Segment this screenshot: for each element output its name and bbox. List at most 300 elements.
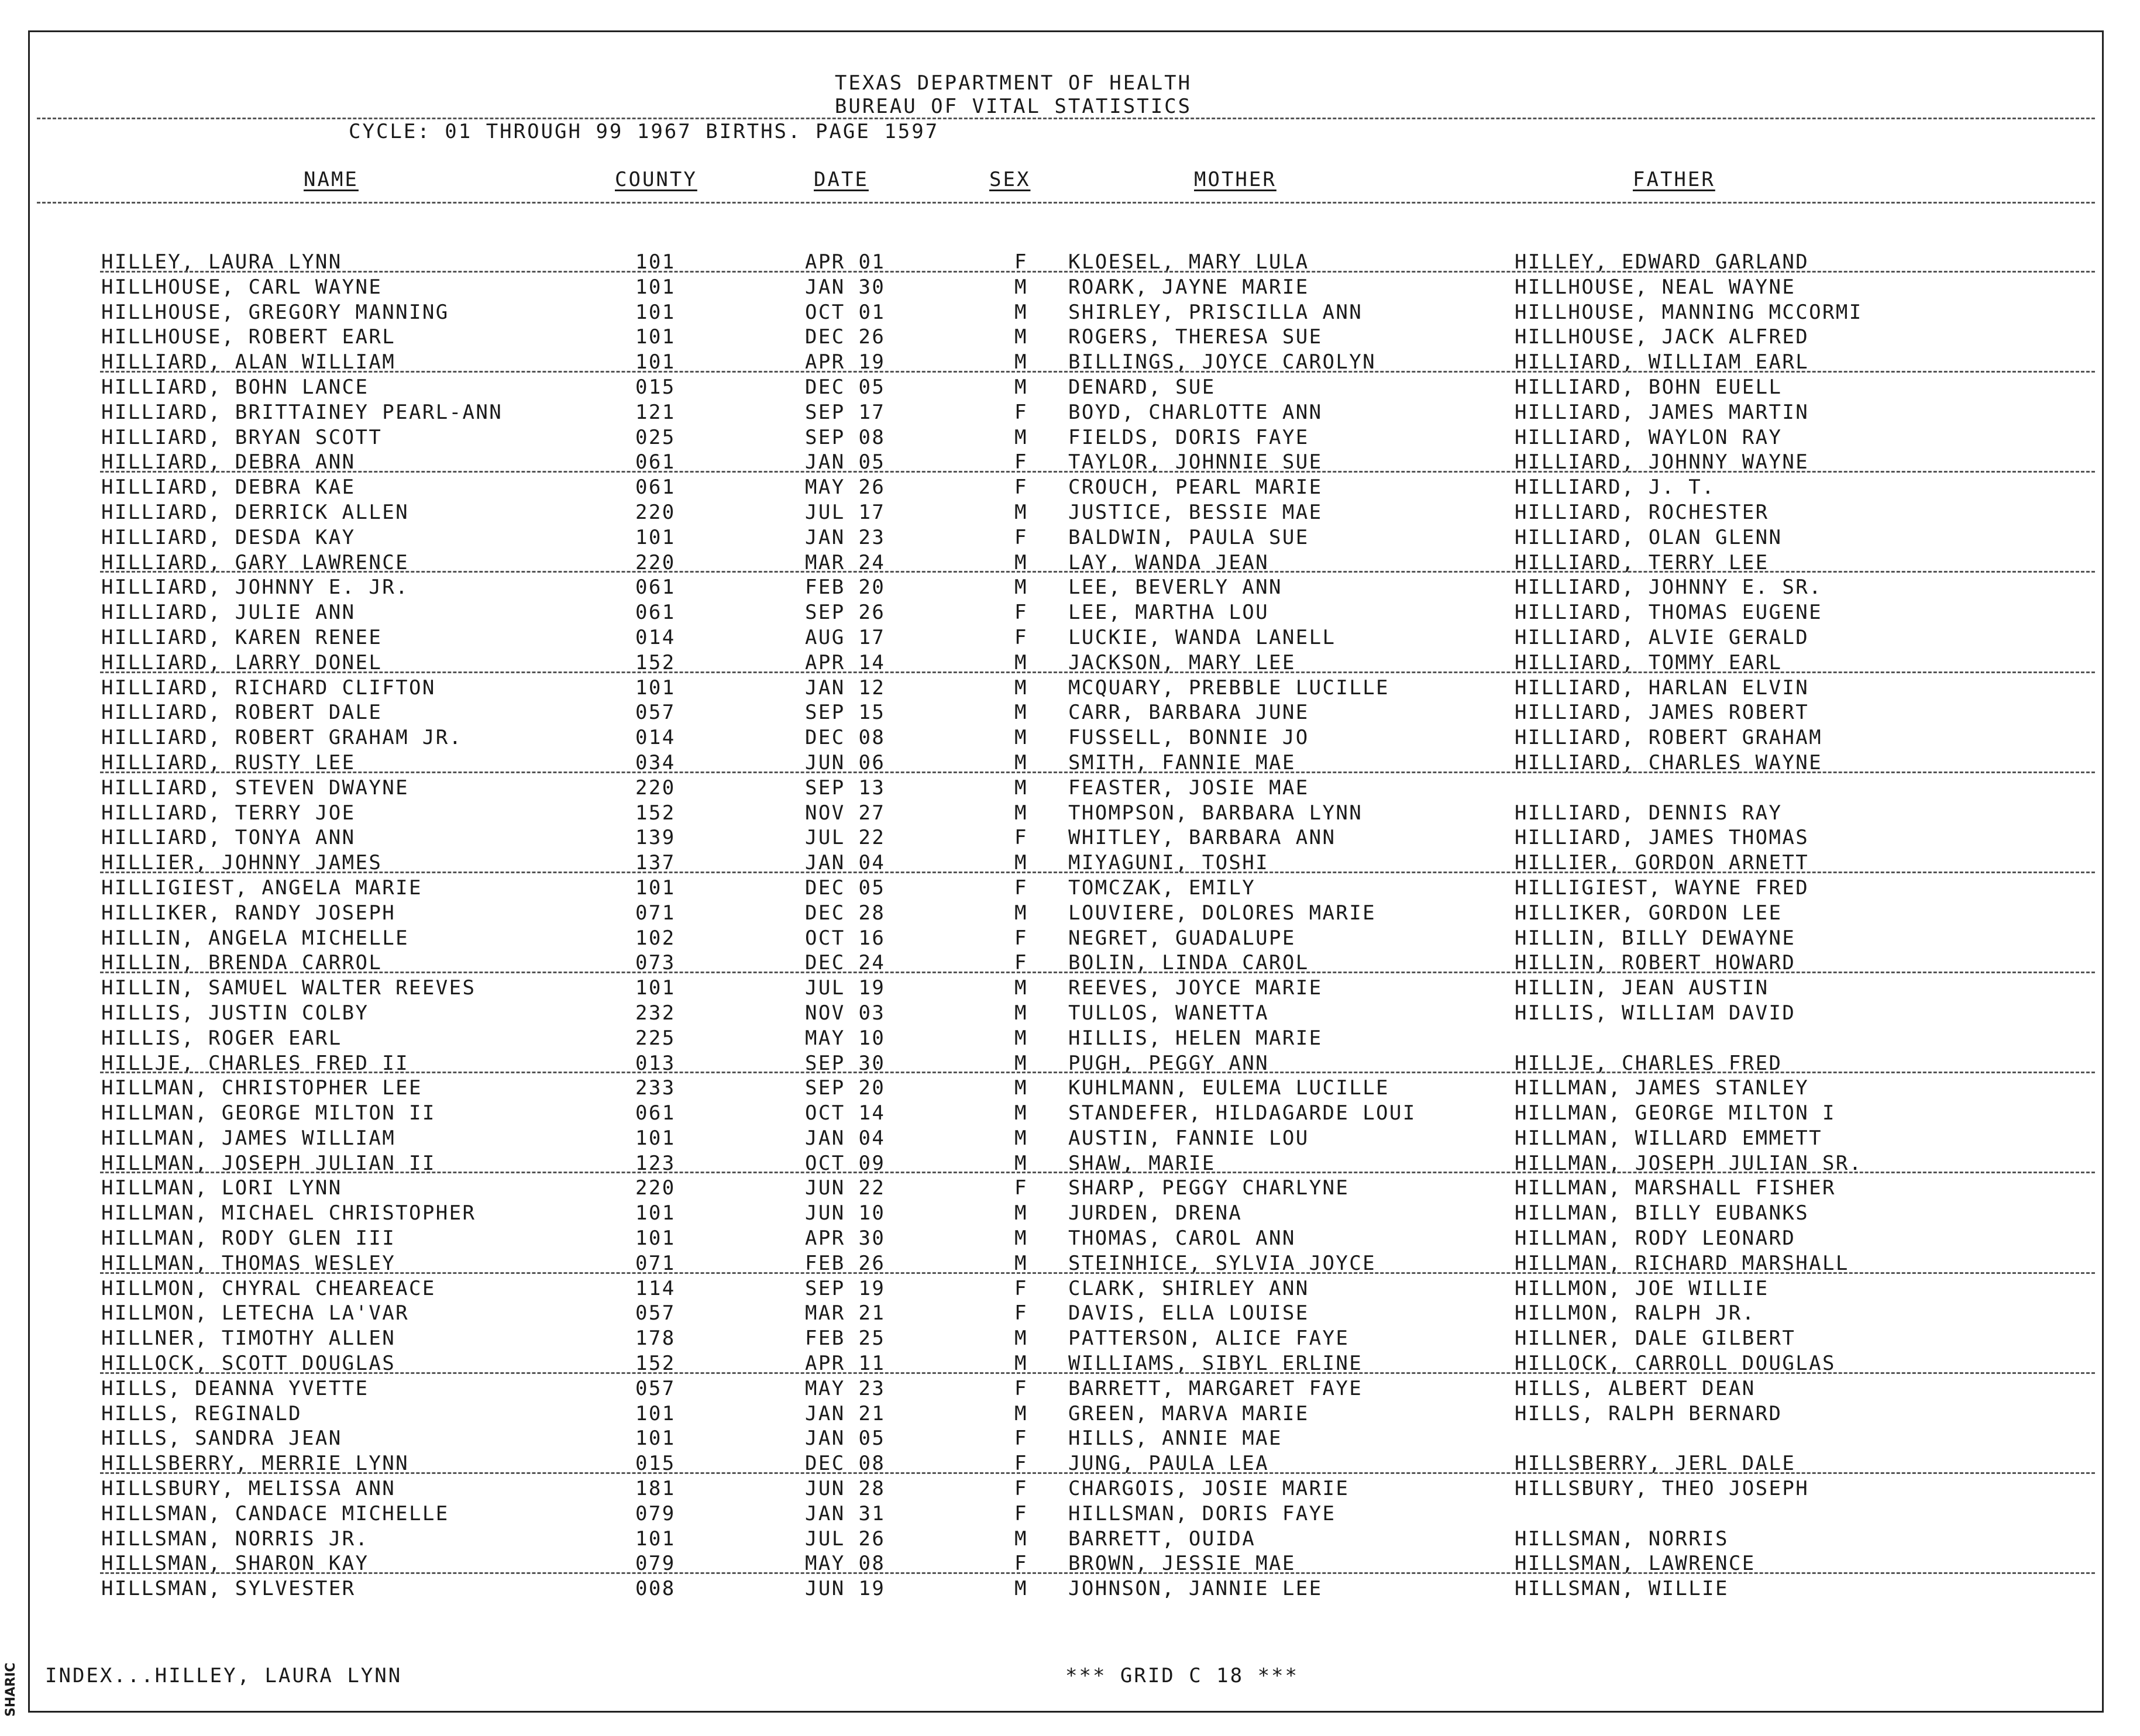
table-row [30,1551,2102,1576]
cell-father: HILLIARD, ALVIE GERALD [1515,625,1809,649]
cell-county: 079 [635,1552,676,1576]
cell-name: HILLIARD, RICHARD CLIFTON [101,676,436,700]
table-row [30,950,2102,976]
cell-name: HILLHOUSE, CARL WAYNE [101,275,383,299]
cell-mother: PATTERSON, ALICE FAYE [1068,1327,1350,1351]
cell-father: HILLMAN, GEORGE MILTON I [1515,1101,1836,1125]
cell-sex: M [1014,650,1028,674]
cell-county: 025 [635,425,676,449]
header-divider [37,118,2095,119]
cell-sex: M [1014,701,1028,725]
table-row [30,1076,2102,1101]
cell-father: HILLMAN, RICHARD MARSHALL [1515,1251,1849,1275]
table-row [30,625,2102,650]
table-row [30,275,2102,300]
table-row [30,250,2102,275]
cell-date: SEP 15 [805,701,886,725]
cell-county: 101 [635,1126,676,1150]
cell-father: HILLIARD, JOHNNY E. SR. [1515,576,1823,600]
cell-father: HILLSMAN, NORRIS [1515,1527,1729,1551]
cell-sex: M [1014,676,1028,700]
cell-name: HILLIARD, DESDA KAY [101,525,356,549]
table-row [30,876,2102,901]
cell-date: MAR 24 [805,550,886,574]
cell-county: 014 [635,625,676,649]
cell-name: HILLSMAN, CANDACE MICHELLE [101,1501,449,1525]
cell-mother: HILLSMAN, DORIS FAYE [1068,1501,1336,1525]
cell-county: 057 [635,1376,676,1400]
cell-sex: M [1014,750,1028,774]
cell-mother: BARRETT, OUIDA [1068,1527,1256,1551]
table-row [30,1451,2102,1476]
cell-sex: M [1014,901,1028,925]
cell-mother: SHAW, MARIE [1068,1151,1216,1175]
cell-date: DEC 08 [805,726,886,750]
cell-county: 013 [635,1051,676,1075]
cell-father: HILLHOUSE, MANNING MCCORMI [1515,300,1863,324]
cell-sex: M [1014,1527,1028,1551]
cell-name: HILLIN, BRENDA CARROL [101,951,383,975]
cell-name: HILLIARD, ALAN WILLIAM [101,350,396,374]
department-title: TEXAS DEPARTMENT OF HEALTH [834,71,1192,95]
cell-date: OCT 16 [805,926,886,950]
cell-mother: ROARK, JAYNE MARIE [1068,275,1309,299]
cell-date: MAY 10 [805,1026,886,1050]
cell-county: 220 [635,776,676,800]
cell-sex: M [1014,1251,1028,1275]
cell-name: HILLIN, SAMUEL WALTER REEVES [101,976,476,1000]
cell-mother: CROUCH, PEARL MARIE [1068,476,1323,500]
table-row [30,825,2102,850]
cell-mother: AUSTIN, FANNIE LOU [1068,1126,1309,1150]
cell-date: OCT 14 [805,1101,886,1125]
cell-county: 121 [635,400,676,424]
table-row [30,1501,2102,1527]
cell-county: 015 [635,375,676,399]
cell-mother: JACKSON, MARY LEE [1068,650,1296,674]
cell-sex: M [1014,1401,1028,1425]
cell-mother: BARRETT, MARGARET FAYE [1068,1376,1363,1400]
cell-date: APR 30 [805,1227,886,1251]
cell-date: JAN 12 [805,676,886,700]
cell-mother: WILLIAMS, SIBYL ERLINE [1068,1352,1363,1376]
cell-sex: F [1014,826,1028,850]
table-row [30,725,2102,750]
column-header-father: FATHER [1633,168,1715,191]
cell-name: HILLSMAN, SHARON KAY [101,1552,369,1576]
cell-date: JUN 28 [805,1477,886,1501]
cell-mother: PUGH, PEGGY ANN [1068,1051,1269,1075]
cell-mother: GREEN, MARVA MARIE [1068,1401,1309,1425]
cell-county: 232 [635,1001,676,1025]
cell-father: HILLHOUSE, JACK ALFRED [1515,325,1809,349]
cell-father: HILLIARD, BOHN EUELL [1515,375,1783,399]
cell-name: HILLIGIEST, ANGELA MARIE [101,876,422,900]
cell-name: HILLOCK, SCOTT DOUGLAS [101,1352,396,1376]
table-row [30,375,2102,400]
cell-sex: M [1014,1076,1028,1100]
cell-name: HILLIARD, KAREN RENEE [101,625,383,649]
cell-county: 101 [635,325,676,349]
cell-father: HILLMAN, RODY LEONARD [1515,1227,1796,1251]
column-header-divider [37,202,2095,204]
cell-father: HILLIARD, TOMMY EARL [1515,650,1783,674]
cell-sex: M [1014,1026,1028,1050]
cell-sex: F [1014,450,1028,474]
cell-name: HILLIARD, ROBERT GRAHAM JR. [101,726,463,750]
cell-mother: SMITH, FANNIE MAE [1068,750,1296,774]
cell-father: HILLEY, EDWARD GARLAND [1515,250,1809,274]
cell-father: HILLSMAN, WILLIE [1515,1577,1729,1601]
table-row [30,550,2102,576]
table-row [30,350,2102,375]
cell-name: HILLIARD, JULIE ANN [101,601,356,625]
cell-name: HILLIN, ANGELA MICHELLE [101,926,410,950]
cell-mother: SHIRLEY, PRISCILLA ANN [1068,300,1363,324]
cell-mother: BROWN, JESSIE MAE [1068,1552,1296,1576]
cell-sex: M [1014,976,1028,1000]
cell-county: 101 [635,350,676,374]
cell-date: FEB 25 [805,1327,886,1351]
cell-county: 114 [635,1276,676,1300]
table-row [30,325,2102,350]
cell-sex: F [1014,250,1028,274]
cell-mother: SHARP, PEGGY CHARLYNE [1068,1176,1350,1200]
cell-father: HILLS, ALBERT DEAN [1515,1376,1756,1400]
cell-sex: F [1014,400,1028,424]
cell-county: 101 [635,300,676,324]
cell-sex: M [1014,275,1028,299]
cell-father: HILLMAN, BILLY EUBANKS [1515,1201,1809,1225]
table-row [30,901,2102,926]
cell-sex: M [1014,776,1028,800]
cell-date: OCT 09 [805,1151,886,1175]
cell-date: MAY 08 [805,1552,886,1576]
cell-date: DEC 08 [805,1452,886,1476]
cell-date: JUL 19 [805,976,886,1000]
cell-name: HILLIARD, ROBERT DALE [101,701,383,725]
table-row [30,1301,2102,1326]
cell-date: DEC 05 [805,876,886,900]
cell-name: HILLS, DEANNA YVETTE [101,1376,369,1400]
cell-date: FEB 20 [805,576,886,600]
cell-name: HILLMAN, LORI LYNN [101,1176,342,1200]
cell-father: HILLIARD, J. T. [1515,476,1716,500]
column-header-sex: SEX [989,168,1031,191]
cell-county: 057 [635,701,676,725]
cell-mother: BOYD, CHARLOTTE ANN [1068,400,1323,424]
table-row [30,1401,2102,1427]
cell-county: 225 [635,1026,676,1050]
table-row [30,1376,2102,1401]
cell-father: HILLIER, GORDON ARNETT [1515,851,1809,875]
cell-sex: M [1014,1352,1028,1376]
cell-sex: M [1014,801,1028,825]
cell-name: HILLSMAN, SYLVESTER [101,1577,356,1601]
cell-mother: DAVIS, ELLA LOUISE [1068,1301,1309,1325]
table-row [30,1026,2102,1051]
cell-county: 152 [635,650,676,674]
cell-father: HILLIARD, DENNIS RAY [1515,801,1783,825]
cell-father: HILLIKER, GORDON LEE [1515,901,1783,925]
cell-county: 101 [635,1201,676,1225]
cell-date: SEP 20 [805,1076,886,1100]
table-row [30,1001,2102,1026]
cell-father: HILLHOUSE, NEAL WAYNE [1515,275,1796,299]
cell-father: HILLOCK, CARROLL DOUGLAS [1515,1352,1836,1376]
cell-name: HILLEY, LAURA LYNN [101,250,342,274]
cell-name: HILLS, SANDRA JEAN [101,1427,342,1451]
cell-mother: TULLOS, WANETTA [1068,1001,1269,1025]
cell-sex: F [1014,1501,1028,1525]
table-row [30,1101,2102,1126]
cell-county: 061 [635,576,676,600]
cell-sex: M [1014,1201,1028,1225]
cell-sex: F [1014,1376,1028,1400]
cell-date: MAR 21 [805,1301,886,1325]
table-row [30,650,2102,676]
cell-date: DEC 28 [805,901,886,925]
cell-date: JAN 05 [805,1427,886,1451]
cell-sex: F [1014,951,1028,975]
cell-mother: STEINHICE, SYLVIA JOYCE [1068,1251,1377,1275]
cell-mother: HILLIS, HELEN MARIE [1068,1026,1323,1050]
cell-mother: TAYLOR, JOHNNIE SUE [1068,450,1323,474]
cell-father: HILLSBERRY, JERL DALE [1515,1452,1796,1476]
cell-mother: JUNG, PAULA LEA [1068,1452,1269,1476]
cell-county: 101 [635,1401,676,1425]
cell-name: HILLIARD, BRYAN SCOTT [101,425,383,449]
cell-name: HILLSBURY, MELISSA ANN [101,1477,396,1501]
cell-date: APR 11 [805,1352,886,1376]
cell-mother: LEE, BEVERLY ANN [1068,576,1282,600]
cell-name: HILLIARD, DEBRA ANN [101,450,356,474]
cell-county: 101 [635,525,676,549]
cell-county: 178 [635,1327,676,1351]
cell-father: HILLIARD, JAMES THOMAS [1515,826,1809,850]
cell-father: HILLIARD, THOMAS EUGENE [1515,601,1823,625]
cell-name: HILLMAN, GEORGE MILTON II [101,1101,436,1125]
cell-name: HILLIS, ROGER EARL [101,1026,342,1050]
table-row [30,1351,2102,1376]
cell-date: NOV 27 [805,801,886,825]
cell-sex: M [1014,350,1028,374]
cell-county: 073 [635,951,676,975]
table-row [30,750,2102,776]
cell-father: HILLMAN, WILLARD EMMETT [1515,1126,1823,1150]
cell-sex: M [1014,375,1028,399]
cell-name: HILLIARD, RUSTY LEE [101,750,356,774]
cell-sex: F [1014,1452,1028,1476]
cell-county: 057 [635,1301,676,1325]
cell-mother: FIELDS, DORIS FAYE [1068,425,1309,449]
cell-mother: DENARD, SUE [1068,375,1216,399]
table-row [30,676,2102,701]
cell-date: APR 14 [805,650,886,674]
cell-father: HILLS, RALPH BERNARD [1515,1401,1783,1425]
table-row [30,475,2102,500]
cell-sex: M [1014,425,1028,449]
cell-county: 061 [635,476,676,500]
cell-sex: M [1014,1126,1028,1150]
cycle-line: CYCLE: 01 THROUGH 99 1967 BIRTHS. PAGE 1597 [349,120,940,143]
cell-name: HILLMAN, RODY GLEN III [101,1227,396,1251]
cell-mother: STANDEFER, HILDAGARDE LOUI [1068,1101,1416,1125]
cell-mother: JOHNSON, JANNIE LEE [1068,1577,1323,1601]
table-row [30,1251,2102,1276]
cell-date: APR 19 [805,350,886,374]
cell-name: HILLIARD, JOHNNY E. JR. [101,576,410,600]
cell-father: HILLMON, JOE WILLIE [1515,1276,1769,1300]
cell-sex: F [1014,601,1028,625]
cell-name: HILLIARD, STEVEN DWAYNE [101,776,410,800]
cell-date: JUL 17 [805,500,886,524]
cell-date: AUG 17 [805,625,886,649]
cell-name: HILLMAN, CHRISTOPHER LEE [101,1076,422,1100]
table-row [30,425,2102,450]
cell-county: 152 [635,801,676,825]
table-row [30,575,2102,600]
cell-date: JAN 05 [805,450,886,474]
cell-sex: F [1014,926,1028,950]
cell-father: HILLIARD, JAMES MARTIN [1515,400,1809,424]
cell-date: SEP 30 [805,1051,886,1075]
cell-sex: F [1014,1301,1028,1325]
cell-name: HILLIS, JUSTIN COLBY [101,1001,369,1025]
cell-father: HILLSMAN, LAWRENCE [1515,1552,1756,1576]
cell-sex: M [1014,300,1028,324]
cell-sex: F [1014,525,1028,549]
table-row [30,1126,2102,1151]
cell-county: 139 [635,826,676,850]
table-row [30,525,2102,550]
cell-sex: M [1014,576,1028,600]
cell-name: HILLIER, JOHNNY JAMES [101,851,383,875]
table-row [30,926,2102,951]
cell-mother: KLOESEL, MARY LULA [1068,250,1309,274]
cell-sex: M [1014,726,1028,750]
cell-father: HILLNER, DALE GILBERT [1515,1327,1796,1351]
cell-date: OCT 01 [805,300,886,324]
cell-mother: KUHLMANN, EULEMA LUCILLE [1068,1076,1389,1100]
cell-county: 101 [635,250,676,274]
cell-date: JAN 31 [805,1501,886,1525]
cell-mother: TOMCZAK, EMILY [1068,876,1256,900]
cell-county: 079 [635,1501,676,1525]
cell-father: HILLMAN, MARSHALL FISHER [1515,1176,1836,1200]
cell-mother: BALDWIN, PAULA SUE [1068,525,1309,549]
table-row [30,850,2102,876]
cell-father: HILLIN, JEAN AUSTIN [1515,976,1769,1000]
cell-father: HILLIARD, TERRY LEE [1515,550,1769,574]
cell-name: HILLIARD, BOHN LANCE [101,375,369,399]
cell-date: APR 01 [805,250,886,274]
cell-county: 220 [635,500,676,524]
cell-date: DEC 05 [805,375,886,399]
cell-name: HILLHOUSE, GREGORY MANNING [101,300,449,324]
cell-county: 061 [635,1101,676,1125]
cell-sex: F [1014,1477,1028,1501]
cell-father: HILLIN, BILLY DEWAYNE [1515,926,1796,950]
cell-father: HILLMAN, JOSEPH JULIAN SR. [1515,1151,1863,1175]
cell-county: 181 [635,1477,676,1501]
cell-mother: THOMAS, CAROL ANN [1068,1227,1296,1251]
cell-date: JAN 23 [805,525,886,549]
cell-date: JUN 06 [805,750,886,774]
cell-sex: F [1014,476,1028,500]
cell-name: HILLNER, TIMOTHY ALLEN [101,1327,396,1351]
cell-name: HILLIARD, DERRICK ALLEN [101,500,410,524]
cell-date: JUN 22 [805,1176,886,1200]
cell-date: MAY 26 [805,476,886,500]
cell-date: JUN 19 [805,1577,886,1601]
cell-mother: REEVES, JOYCE MARIE [1068,976,1323,1000]
cell-county: 220 [635,550,676,574]
cell-name: HILLIARD, TONYA ANN [101,826,356,850]
cell-date: JUL 26 [805,1527,886,1551]
cell-father: HILLIGIEST, WAYNE FRED [1515,876,1809,900]
cell-mother: JURDEN, DRENA [1068,1201,1243,1225]
cell-county: 101 [635,1527,676,1551]
cell-sex: M [1014,1227,1028,1251]
cell-date: NOV 03 [805,1001,886,1025]
cell-mother: CHARGOIS, JOSIE MARIE [1068,1477,1350,1501]
cell-mother: CARR, BARBARA JUNE [1068,701,1309,725]
cell-county: 015 [635,1452,676,1476]
cell-county: 101 [635,676,676,700]
cell-mother: LUCKIE, WANDA LANELL [1068,625,1336,649]
cell-name: HILLIARD, DEBRA KAE [101,476,356,500]
cell-date: SEP 26 [805,601,886,625]
cell-name: HILLSBERRY, MERRIE LYNN [101,1452,410,1476]
table-row [30,1151,2102,1176]
cell-date: SEP 13 [805,776,886,800]
cell-sex: F [1014,625,1028,649]
cell-county: 008 [635,1577,676,1601]
table-row [30,1226,2102,1251]
cell-father: HILLIARD, WAYLON RAY [1515,425,1783,449]
grid-label: *** GRID C 18 *** [1065,1664,1299,1687]
cell-mother: LAY, WANDA JEAN [1068,550,1269,574]
column-header-name: NAME [304,168,359,191]
cell-name: HILLMON, LETECHA LA'VAR [101,1301,410,1325]
cell-father: HILLIARD, ROCHESTER [1515,500,1769,524]
cell-father: HILLJE, CHARLES FRED [1515,1051,1783,1075]
table-row [30,450,2102,475]
cell-county: 034 [635,750,676,774]
cell-name: HILLIARD, GARY LAWRENCE [101,550,410,574]
cell-sex: F [1014,1276,1028,1300]
cell-father: HILLIN, ROBERT HOWARD [1515,951,1796,975]
table-row [30,976,2102,1001]
table-row [30,500,2102,525]
cell-mother: MCQUARY, PREBBLE LUCILLE [1068,676,1389,700]
cell-date: JAN 21 [805,1401,886,1425]
cell-mother: WHITLEY, BARBARA ANN [1068,826,1336,850]
table-row [30,1576,2102,1601]
cell-county: 152 [635,1352,676,1376]
column-header-mother: MOTHER [1194,168,1277,191]
cell-sex: F [1014,1427,1028,1451]
column-header-date: DATE [814,168,869,191]
cell-county: 101 [635,876,676,900]
cell-county: 061 [635,450,676,474]
table-row [30,1326,2102,1351]
cell-county: 101 [635,1227,676,1251]
cell-name: HILLMAN, THOMAS WESLEY [101,1251,396,1275]
cell-name: HILLMAN, MICHAEL CHRISTOPHER [101,1201,476,1225]
birth-records-table [30,250,2102,1601]
